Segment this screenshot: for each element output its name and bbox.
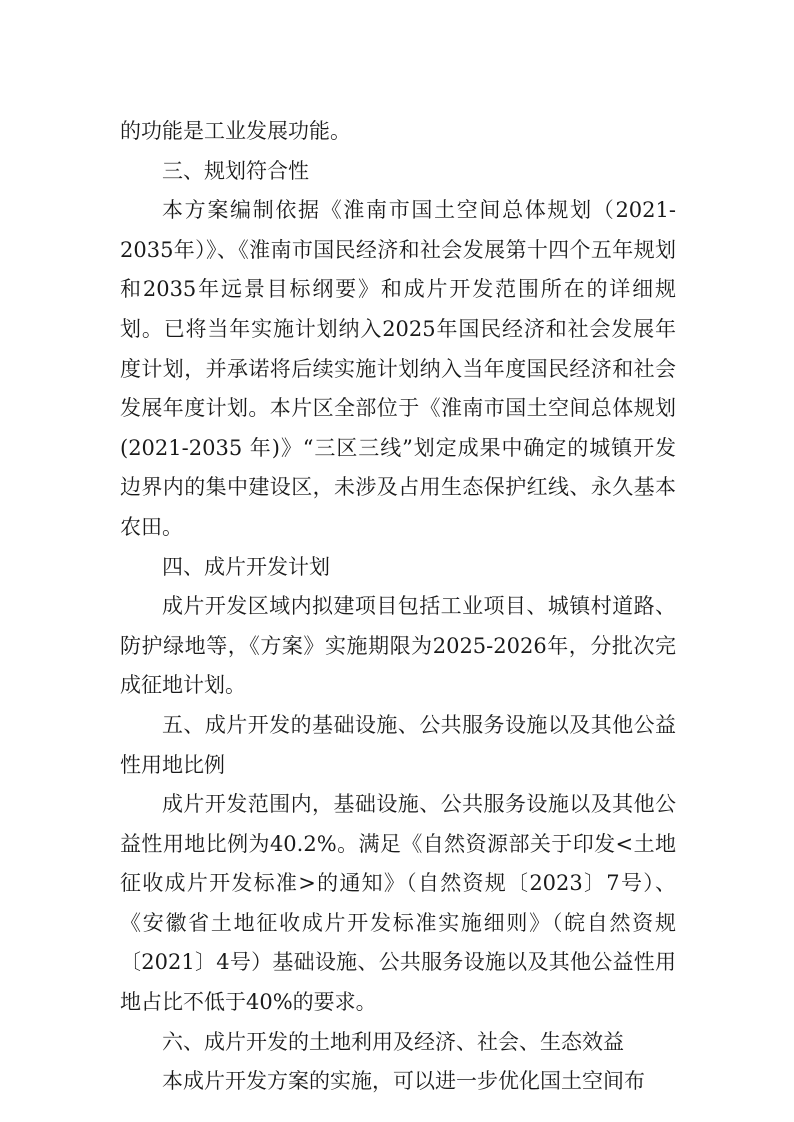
paragraph-development-plan: 成片开发区域内拟建项目包括工业项目、城镇村道路、防护绿地等，《方案》实施期限为2025-2026年，分批次完成征地计划。 — [120, 594, 676, 698]
section-heading-planning-compliance: 三、规划符合性 — [162, 158, 309, 183]
paragraph-planning-compliance: 本方案编制依据《淮南市国土空间总体规划（2021-2035年）》、《淮南市国民经济和社会发展第十四个五年规划和2035年远景目标纲要》和成片开发范围所在的详细规划。已将当年实施计划纳入2025年国民经济和社会发展年度计划，并承诺将后续实施计划纳入当年度国民经济和社会发展年度计划。本片区全部位于《淮南市国土空间总体规划(2021-2035 年)》“三区三线”划定成果中确定的城镇开发边界内的集中建设区，未涉及占用生态保护红线、永久基本农田。 — [120, 198, 676, 539]
paragraph-public-land-ratio: 成片开发范围内，基础设施、公共服务设施以及其他公益性用地比例为40.2%。满足《自然资源部关于印发<土地征收成片开发标准>的通知》（自然资规〔2023〕7号）、《安徽省土地征收成片开发标准实施细则》（皖自然资规〔2021〕4号）基础设施、公共服务设施以及其他公益性用地占比不低于40%的要求。 — [120, 792, 676, 1015]
section-heading-benefits: 六、成片开发的土地利用及经济、社会、生态效益 — [162, 1029, 624, 1054]
section-heading-development-plan: 四、成片开发计划 — [162, 554, 330, 579]
document-body — [120, 112, 676, 1102]
paragraph-continuation: 的功能是工业发展功能。 — [120, 119, 351, 143]
section-heading-public-land-ratio: 五、成片开发的基础设施、公共服务设施以及其他公益性用地比例 — [120, 712, 676, 777]
paragraph-benefits: 本成片开发方案的实施，可以进一步优化国土空间布 — [162, 1069, 645, 1094]
